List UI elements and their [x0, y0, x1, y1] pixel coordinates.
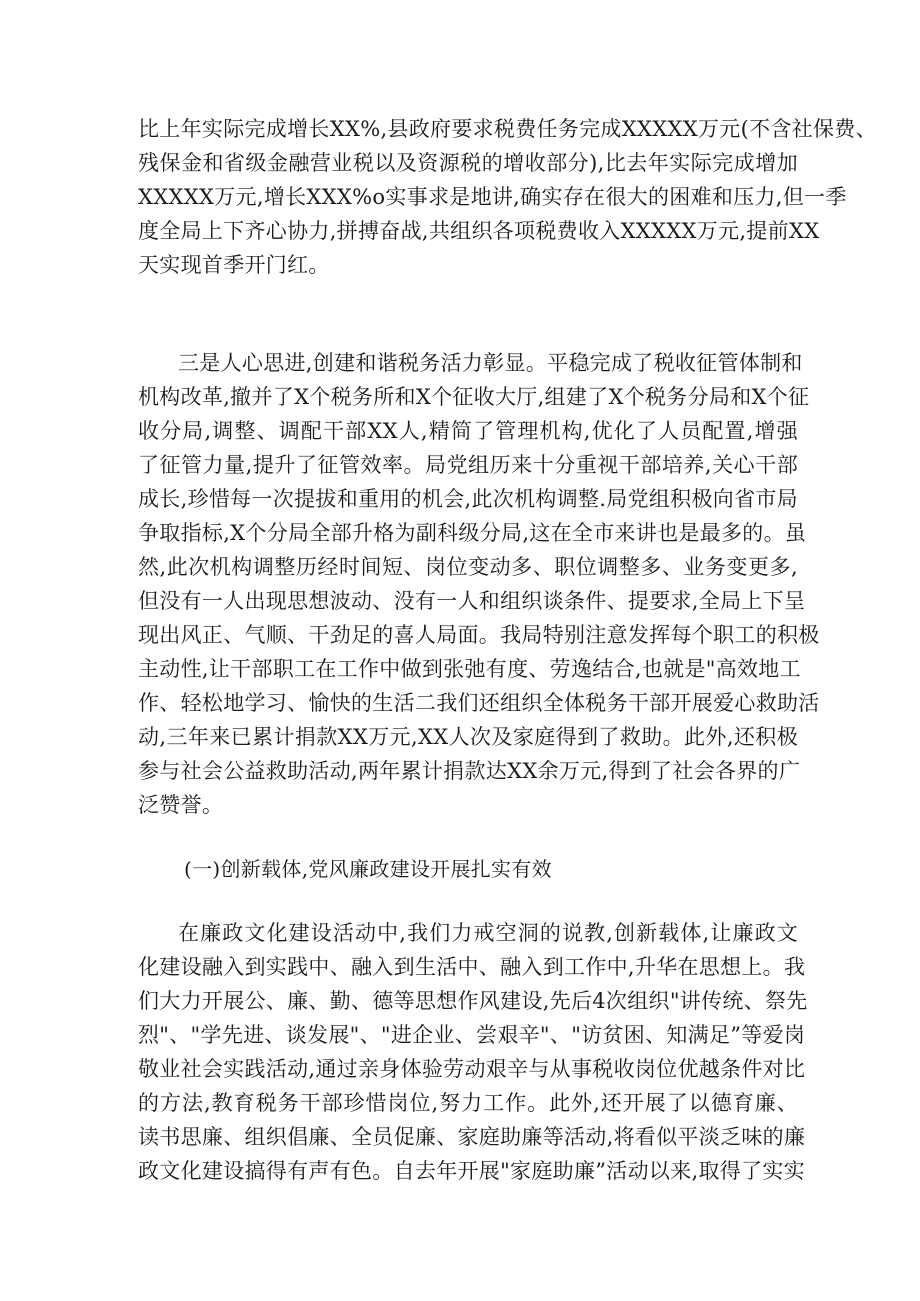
- text-line: 比上年实际完成增长XX%,县政府要求税费任务完成XXXXX万元(不含社保费、: [138, 117, 877, 141]
- text-line: 争取指标,X个分局全部升格为副科级分局,这在全市来讲也是最多的。虽: [138, 521, 807, 545]
- text-line: 泛赞誉。: [138, 793, 224, 817]
- text-line: 然,此次机构调整历经时间短、岗位变动多、职位调整多、业务变更多,: [138, 555, 798, 579]
- text-line: 的方法,教育税务干部珍惜岗位,努力工作。此外,还开展了以德育廉、: [138, 1091, 798, 1115]
- text-line: 们大力开展公、廉、勤、德等思想作风建设,先后4次组织"讲传统、祭先: [138, 989, 808, 1013]
- text-line: 三是人心思进,创建和谐税务活力彰显。平稳完成了税收征管体制和: [178, 351, 803, 375]
- text-line: 残保金和省级金融营业税以及资源税的增收部分),比去年实际完成增加: [138, 151, 798, 175]
- text-line: 参与社会公益救助活动,两年累计捐款达XX余万元,得到了社会各界的广: [138, 759, 801, 783]
- text-line: 在廉政文化建设活动中,我们力戒空洞的说教,创新载体,让廉政文: [178, 921, 798, 945]
- text-line: 主动性,让干部职工在工作中做到张弛有度、劳逸结合,也就是"高效地工: [138, 657, 801, 681]
- text-line: 敬业社会实践活动,通过亲身体验劳动艰辛与从事税收岗位优越条件对比: [138, 1057, 806, 1081]
- text-line: 但没有一人出现思想波动、没有一人和组织谈条件、提要求,全局上下呈: [138, 589, 806, 613]
- text-line: 了征管力量,提升了征管效率。局党组历来十分重视干部培养,关心干部: [138, 453, 798, 477]
- section-heading: (一)创新载体,党风廉政建设开展扎实有效: [184, 857, 552, 881]
- text-line: 机构改革,撤并了X个税务所和X个征收大厅,组建了X个税务分局和X个征: [138, 385, 810, 409]
- text-line: 收分局,调整、调配干部XX人,精简了管理机构,优化了人员配置,增强: [138, 419, 798, 443]
- text-line: 烈"、"学先进、谈发展"、"进企业、尝艰辛"、"访贫困、知满足”等爱岗: [138, 1023, 806, 1047]
- text-line: XXXXX万元,增长XXX%o实事求是地讲,确实存在很大的困难和压力,但一季: [138, 185, 847, 209]
- text-line: 现出风正、气顺、干劲足的喜人局面。我局特别注意发挥每个职工的积极: [138, 623, 820, 647]
- text-line: 化建设融入到实践中、融入到生活中、融入到工作中,升华在思想上。我: [138, 955, 806, 979]
- text-line: 作、轻松地学习、愉快的生活二我们还组织全体税务干部开展爱心救助活: [138, 691, 820, 715]
- text-line: 政文化建设搞得有声有色。自去年开展"家庭助廉”活动以来,取得了实实: [138, 1159, 805, 1183]
- text-line: 天实现首季开门红。: [138, 253, 330, 277]
- text-line: 成长,珍惜每一次提拔和重用的机会,此次机构调整.局党组积极向省市局: [138, 487, 798, 511]
- text-line: 度全局上下齐心协力,拼搏奋战,共组织各项税费收入XXXXX万元,提前XX: [138, 219, 820, 243]
- text-line: 动,三年来已累计捐款XX万元,XX人次及家庭得到了救助。此外,还积极: [138, 725, 798, 749]
- text-line: 读书思廉、组织倡廉、全员促廉、家庭助廉等活动,将看似平淡乏味的廉: [138, 1125, 806, 1149]
